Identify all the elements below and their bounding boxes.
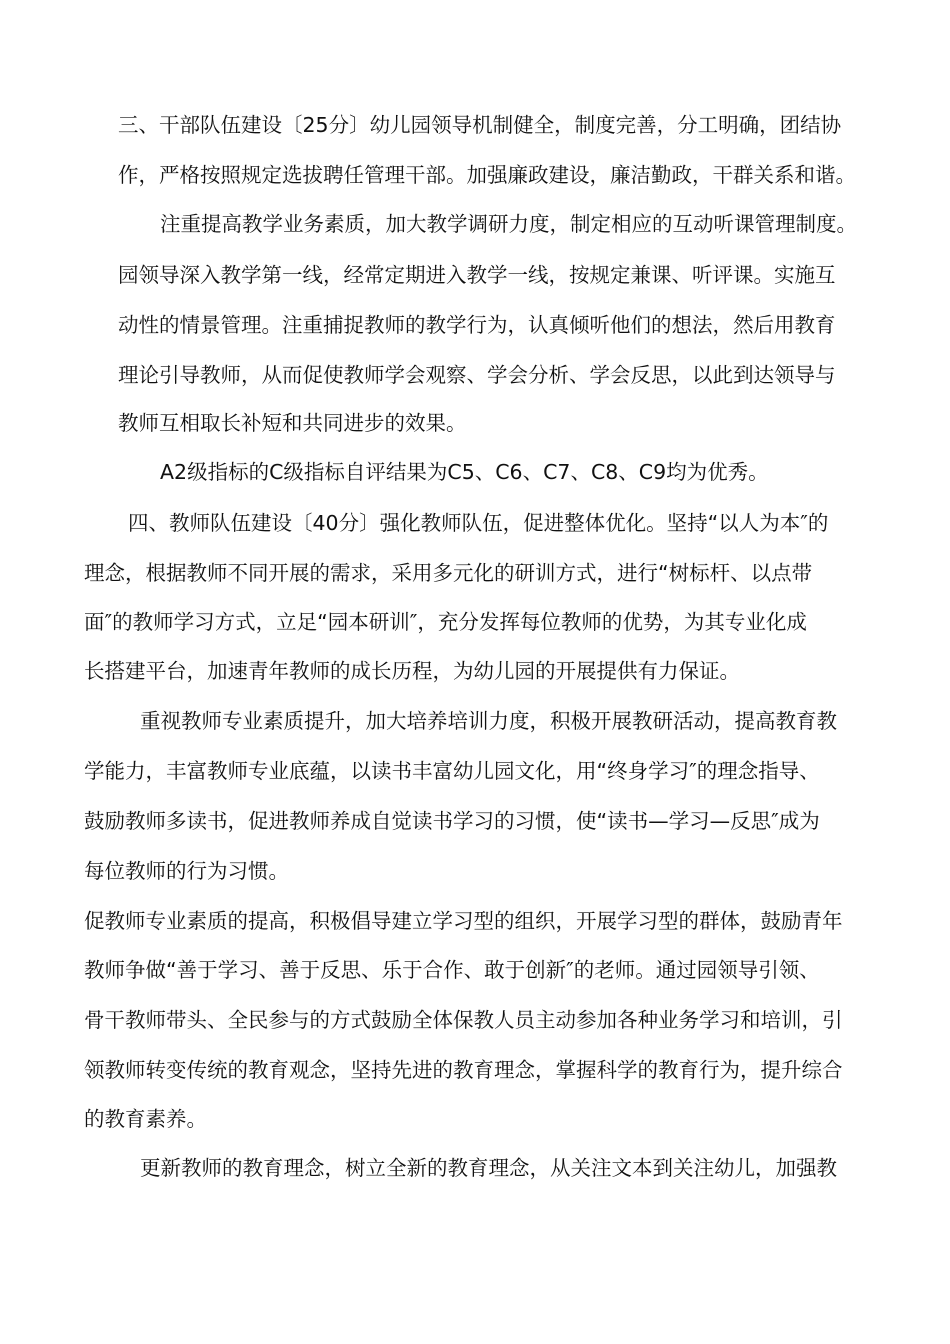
paragraph-5-line-1: 重视教师专业素质提升，加大培养培训力度，积极开展教研活动，提高教育教 [140, 709, 837, 733]
paragraph-2-line-2: 园领导深入教学第一线，经常定期进入教学一线，按规定兼课、听评课。实施互 [118, 263, 836, 287]
paragraph-5-line-4: 每位教师的行为习惯。 [84, 859, 289, 883]
paragraph-2-line-5: 教师互相取长补短和共同进步的效果。 [118, 411, 467, 435]
paragraph-1-line-2: 作，严格按照规定选拔聘任管理干部。加强廉政建设，廉洁勤政，干群关系和谐。 [118, 163, 856, 187]
paragraph-4-line-3: 面″的教师学习方式，立足“园本研训″，充分发挥每位教师的优势，为其专业化成 [84, 610, 807, 634]
paragraph-7-line-1: 更新教师的教育理念，树立全新的教育理念，从关注文本到关注幼儿，加强教 [140, 1156, 837, 1180]
paragraph-6-line-4: 领教师转变传统的教育观念，坚持先进的教育理念，掌握科学的教育行为，提升综合 [84, 1058, 843, 1082]
paragraph-2-line-1: 注重提高教学业务素质，加大教学调研力度，制定相应的互动听课管理制度。 [160, 212, 857, 236]
paragraph-4-line-1: 四、教师队伍建设〔40分〕强化教师队伍，促进整体优化。坚持“以人为本″的 [128, 511, 829, 535]
paragraph-1-line-1: 三、干部队伍建设〔25分〕幼儿园领导机制健全，制度完善，分工明确，团结协 [118, 113, 842, 137]
paragraph-4-line-4: 长搭建平台，加速青年教师的成长历程，为幼儿园的开展提供有力保证。 [84, 659, 740, 683]
paragraph-6-line-3: 骨干教师带头、全民参与的方式鼓励全体保教人员主动参加各种业务学习和培训，引 [84, 1008, 843, 1032]
paragraph-5-line-3: 鼓励教师多读书，促进教师养成自觉读书学习的习惯，使“读书—学习—反思″成为 [84, 809, 820, 833]
paragraph-6-line-2: 教师争做“善于学习、善于反思、乐于合作、敢于创新″的老师。通过园领导引领、 [84, 958, 820, 982]
paragraph-2-line-3: 动性的情景管理。注重捕捉教师的教学行为，认真倾听他们的想法，然后用教育 [118, 313, 836, 337]
paragraph-6-line-5: 的教育素养。 [84, 1107, 207, 1131]
paragraph-2-line-4: 理论引导教师，从而促使教师学会观察、学会分析、学会反思，以此到达领导与 [118, 363, 836, 387]
paragraph-5-line-2: 学能力，丰富教师专业底蕴，以读书丰富幼儿园文化，用“终身学习″的理念指导、 [84, 759, 820, 783]
paragraph-3-line-1: A2级指标的C级指标自评结果为C5、C6、C7、C8、C9均为优秀。 [160, 460, 769, 484]
paragraph-4-line-2: 理念，根据教师不同开展的需求，采用多元化的研训方式，进行“树标杆、以点带 [84, 561, 813, 585]
paragraph-6-line-1: 促教师专业素质的提高，积极倡导建立学习型的组织，开展学习型的群体，鼓励青年 [84, 909, 843, 933]
